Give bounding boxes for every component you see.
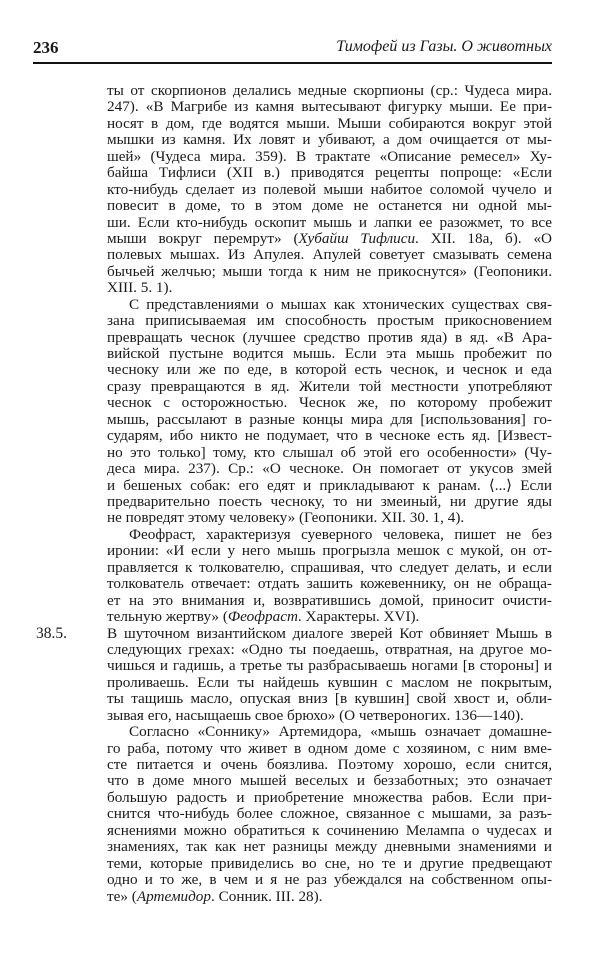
text-line: предварительно поесть чесноку, то ни змеиный, ни другие яды (107, 493, 552, 510)
text-line: го раба, потому что живет в одном доме с хозяином, с ним вме- (107, 739, 552, 757)
text-line: чесноку или же по еде, в которой есть чеснок, и чеснок и еда (107, 361, 552, 379)
citation-author: Хубайш Тифлиси (298, 229, 416, 247)
text-segment: тельную жертву» ( (107, 608, 228, 626)
text-line (107, 889, 552, 905)
text-line: ты тащишь масло, опуская вниз [в кувшин] свой хвост и, обли- (107, 690, 552, 708)
text-line: ши. Если кто-нибудь оскопит мышь и лапки ее разожмет, то все (107, 213, 552, 231)
text-line: сразу превращаются в яд. Жители той местности употребляют (107, 377, 552, 395)
text-line: С представлениями о мышах как хтонических существах свя- (129, 295, 552, 313)
text-line: мышки из камня. Их ловят и убивают, а дом очищается от мы- (107, 131, 552, 149)
text-line: XIII. 5. 1). (107, 279, 173, 297)
text-line: снится что-нибудь более сложное, связанное с мышами, за разъ- (107, 805, 552, 823)
citation-author: Феофраст (227, 608, 298, 626)
text-line: Согласно «Соннику» Артемидора, «мышь означает домашне- (129, 723, 552, 741)
page-number: 236 (33, 38, 59, 57)
text-line: иронии: «И если у него мышь прогрызла мешок с мукой, он от- (107, 542, 552, 560)
text-line: чишься и гадишь, а третье ты разбрасываешь ногами [в стороны] и (107, 657, 552, 675)
running-title: Тимофей из Газы. О животных (336, 38, 552, 55)
text-line (107, 231, 552, 247)
text-line: и бешеных собак: его едят и прикладывают к ранам. ⟨...⟩ Если (107, 476, 552, 494)
text-line: байша Тифлиси (XII в.) приводятся рецепты попроще: «Если (107, 164, 552, 182)
text-line: знамениях, так как нет разницы между дневными знамениями и (107, 838, 552, 856)
text-line: кто-нибудь сделает из полевой мыши набитое соломой чучело и (107, 180, 552, 198)
citation-author: Артемидор (136, 887, 211, 905)
text-line: правляется к толкователю, спрашивая, что следует делать, и если (107, 558, 552, 576)
text-line: мышь, рассылают в разные концы мира для [использования] го- (107, 410, 552, 428)
text-line: Феофраст, характеризуя суеверного человека, пишет не без (129, 525, 552, 543)
text-segment: те» ( (107, 887, 137, 905)
text-line: большую радость и приобретение множества рабов. Если при- (107, 788, 552, 806)
text-segment: . Сонник. III. 28). (211, 887, 323, 905)
text-segment: мыши вокруг перемрут» ( (107, 229, 299, 247)
text-line: 247). «В Магрибе из камня вытесывают фигурку мыши. Ее при- (107, 98, 552, 116)
text-line: сте питается и очень боязлива. Поэтому хорошо, если снится, (107, 756, 552, 774)
text-line: В шуточном византийском диалоге зверей Кот обвиняет Мышь в (107, 624, 552, 642)
text-line: но это только] тому, кто слышал об этой его особенности» (Чу- (107, 443, 552, 461)
text-line: сударям, ибо никто не подумает, что в чесноке есть яд. [Извест- (107, 427, 552, 445)
text-segment: . XII. 18а, б). «О (415, 229, 553, 247)
text-line: полевых мышах. Из Апулея. Апулей советует смазывать семена (107, 246, 552, 264)
text-line (107, 609, 552, 625)
text-segment: . Характеры. XVI). (297, 608, 420, 626)
header-rule (33, 62, 552, 64)
text-line: следующих грехах: «Одно ты поедаешь, отвратная, на другое мо- (107, 640, 552, 658)
text-line: деса мира. 237). Ср.: «О чесноке. Он помогает от укусов змей (107, 460, 552, 478)
section-number: 38.5. (36, 624, 67, 642)
text-line: носят в дом, где водятся мыши. Мыши собираются вокруг этой (107, 114, 552, 132)
text-line: одно и то же, в чем и я не раз убеждался на собственном опы- (107, 871, 552, 889)
text-line: проливаешь. Если ты найдешь кувшин с маслом не покрытым, (107, 673, 552, 691)
text-line: шей» (Чудеса мира. 359). В трактате «Описание ремесел» Ху- (107, 147, 552, 165)
text-line: теми, которые привиделись во сне, но те и другие предвещают (107, 854, 552, 872)
text-line: превращать чеснок (лучшее средство против яда) в яд. «В Ара- (107, 328, 552, 346)
text-line: ет на это внимания и, возвратившись домой, приносит очисти- (107, 591, 552, 609)
text-line: зывая его, насыщаешь свое брюхо» (О четвероногих. 136—140). (107, 706, 524, 724)
text-line: ты от скорпионов делались медные скорпионы (ср.: Чудеса мира. (107, 82, 552, 99)
text-line: чеснок с осторожностью. Чеснок же, по которому пробежит (107, 394, 552, 412)
text-line: что в доме много мышей веселых и беззаботных; это означает (107, 772, 552, 790)
text-line: повесит в доме, то в этом доме не останется ни одной мы- (107, 197, 552, 215)
text-line: зана приписываемая им способность простым прикосновением (107, 312, 552, 330)
text-line: толкователь отвечает: отдать зашить кожевеннику, он не обраща- (107, 575, 552, 593)
text-line: яснениями можно обратиться к сочинению Мелампа о чудесах и (107, 821, 552, 839)
text-line: вийской пустыне водится мышь. Если эта мышь пробежит по (107, 345, 552, 363)
text-line: бычьей желчью; мыши тогда к ним не прикоснутся» (Геопоники. (107, 262, 552, 280)
text-line: не повредят этому человеку» (Геопоники. XII. 30. 1, 4). (107, 509, 465, 527)
